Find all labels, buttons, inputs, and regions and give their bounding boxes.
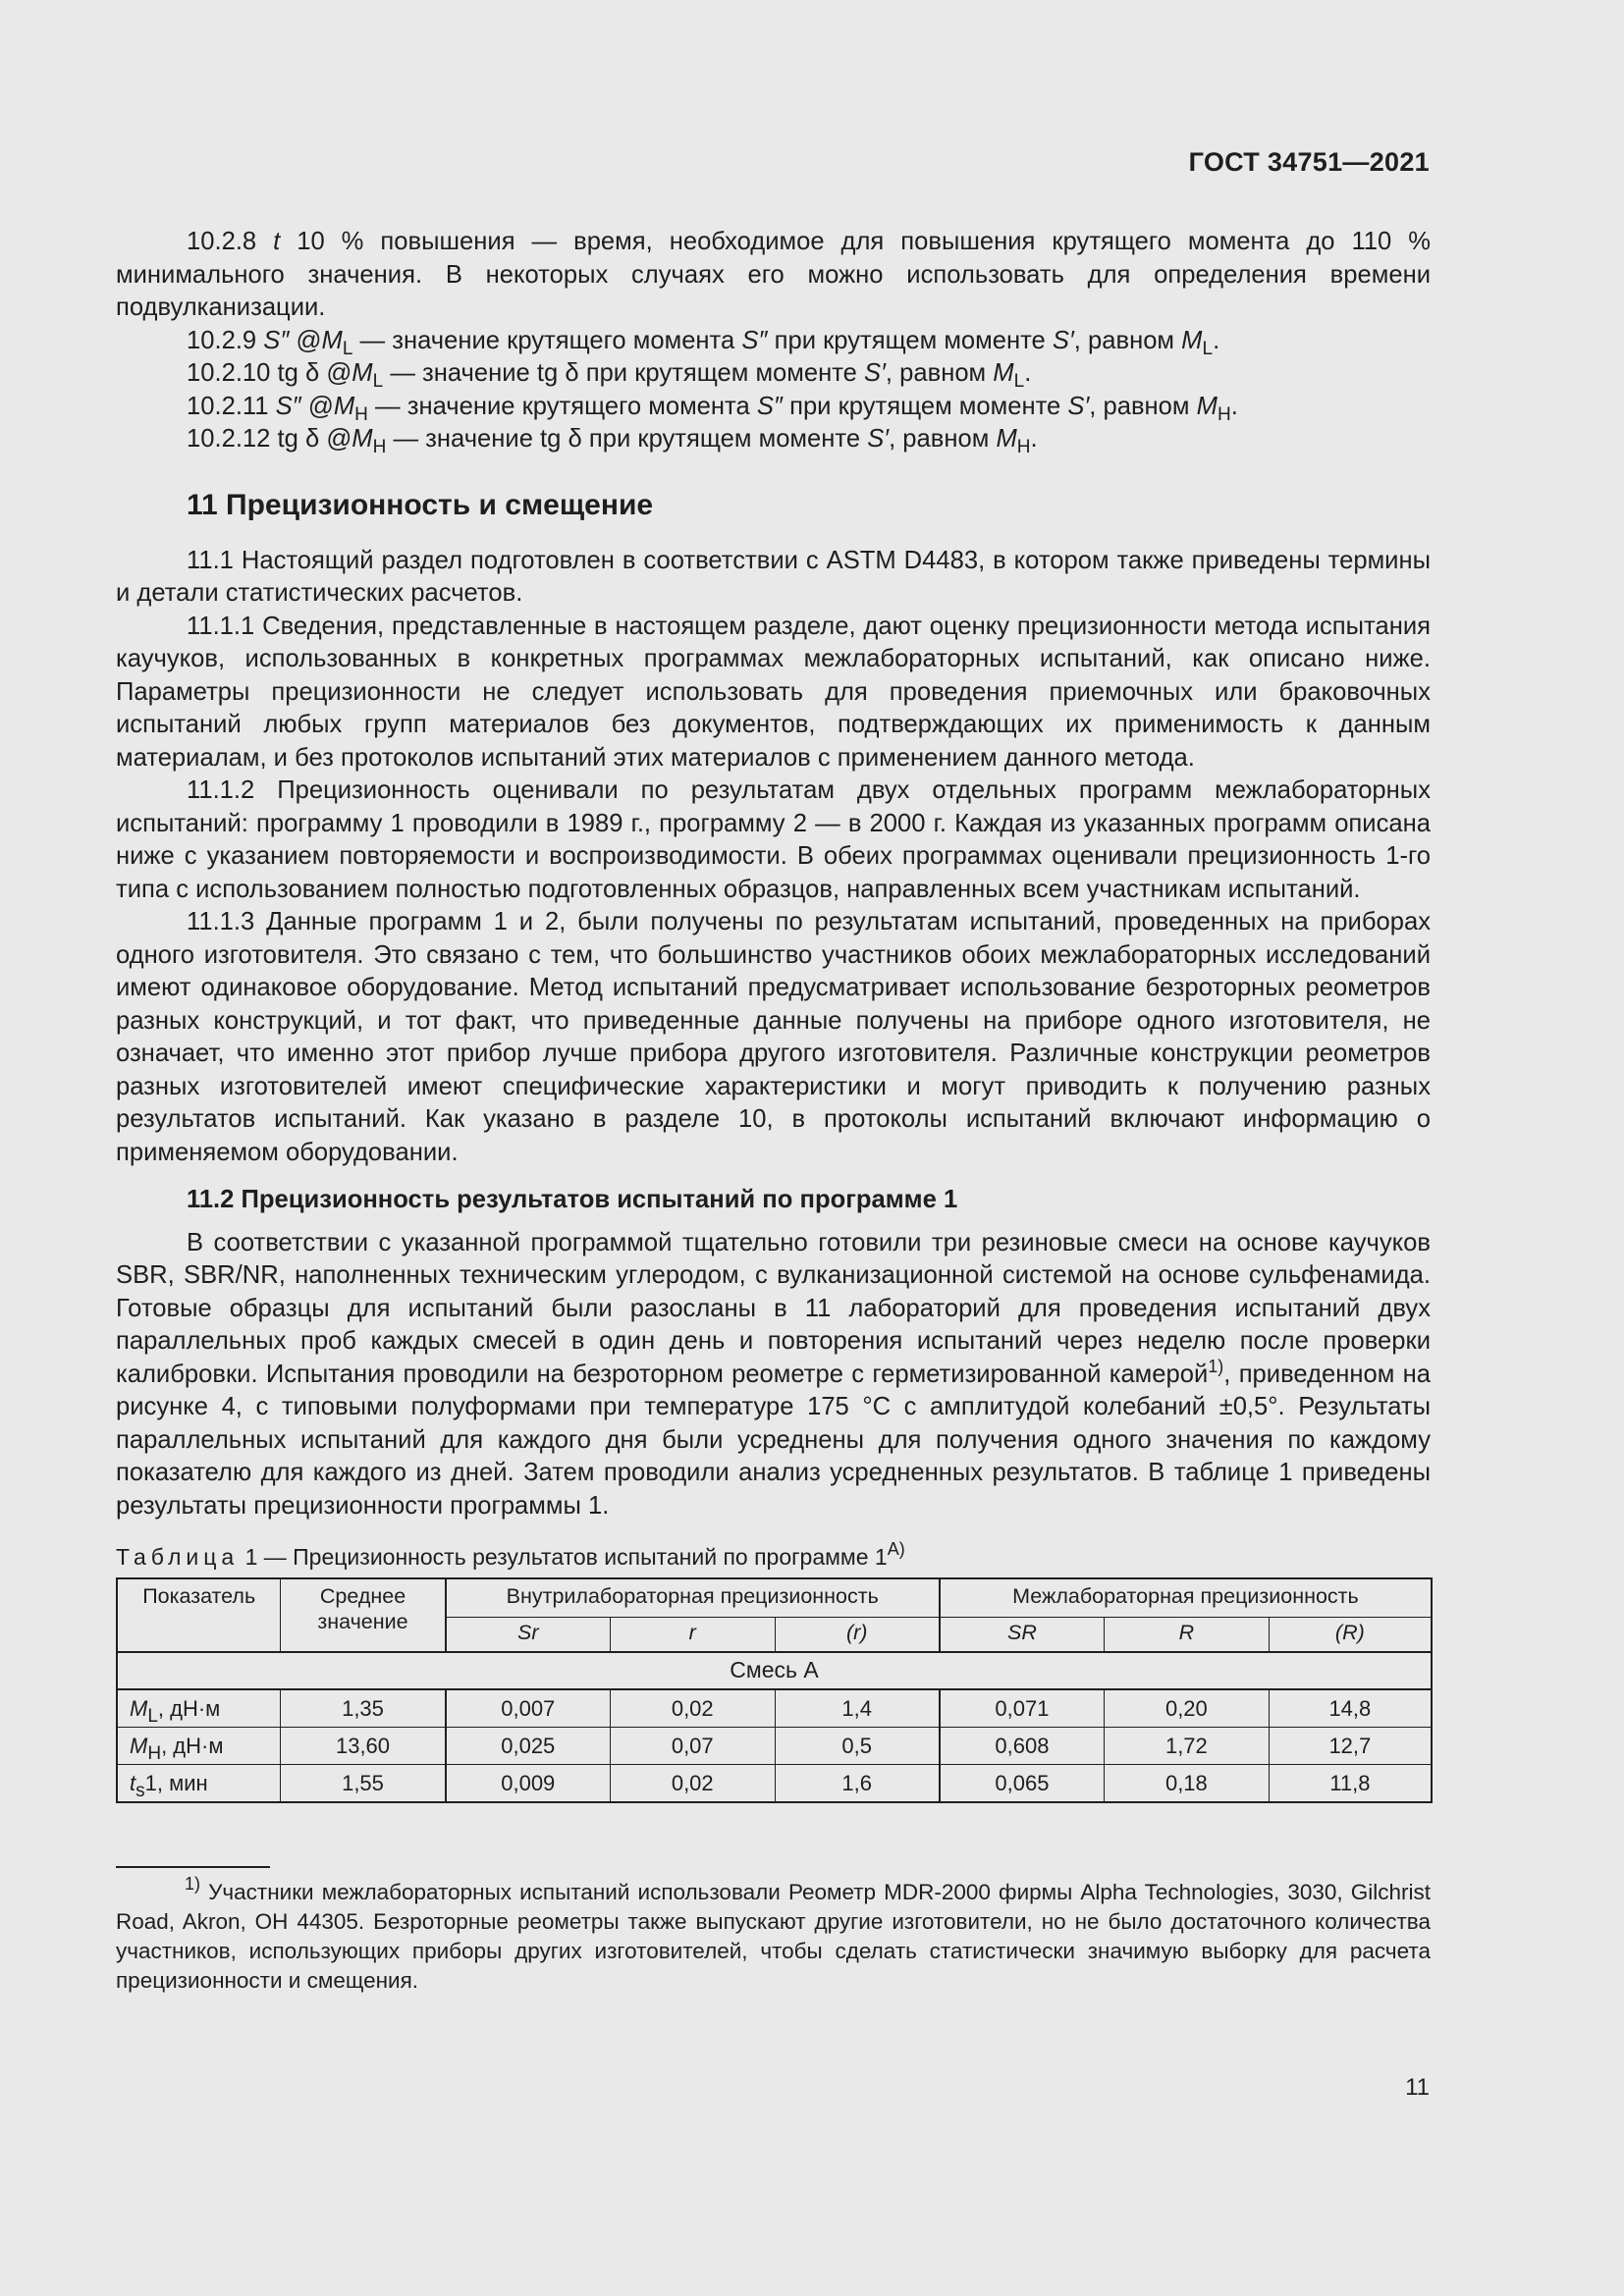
cell-r: 0,02 <box>610 1689 775 1728</box>
group-label: Смесь А <box>117 1652 1432 1689</box>
cell-r: 0,02 <box>610 1765 775 1803</box>
row-label: $M_L$, дН·м <box>117 1689 281 1728</box>
footnote: $^{1)}$ Участники межлабораторных испытаний использовали Реометр MDR-2000 фирмы Alpha Technologies, 3030, Gilchrist Road, Akron, OH 44305. Безроторные реометры также выпускают другие изготовители, но не было достаточного количества участников, использующих приборы других изготовителей, чтобы сделать статистически значимую выборку для расчета прецизионности и смещения. <box>116 1874 1431 1993</box>
cell-mean: 1,55 <box>281 1765 446 1803</box>
cell-SR: 0,065 <box>940 1765 1105 1803</box>
cell-r-pct: 0,5 <box>775 1728 940 1765</box>
cell-R-pct: 14,8 <box>1269 1689 1432 1728</box>
subsection-heading-11-2: 11.2 Прецизионность результатов испытаний по программе 1 <box>187 1186 958 1213</box>
table-header-row <box>117 1578 1432 1618</box>
col-header-indicator: Показатель <box>117 1578 281 1652</box>
paragraph-10-2-10: 10.2.10 tg δ $@M_L$ — значение tg δ при крутящем моменте S′, равном $M_L$. <box>187 359 1032 392</box>
cell-SR: 0,608 <box>940 1728 1105 1765</box>
paragraph-11-1-2: 11.1.2 Прецизионность оценивали по результатам двух отдельных программ межлабораторных испытаний: программу 1 проводили в 1989 г., программу 2 — в 2000 г. Каждая из указанных программ описана ниже с указанием повторяемости и воспроизводимости. В обеих программах оценивали прецизионность 1-го типа с использованием полностью подготовленных образцов, направленных всем участникам испытаний. <box>116 776 1431 903</box>
subheader-Sr: Sr <box>446 1618 611 1653</box>
paragraph-11-1-1: 11.1.1 Сведения, представленные в настоящем разделе, дают оценку прецизионности метода испытания каучуков, использованных в конкретных программах межлабораторных испытаний, как описано ниже. Параметры прецизионности не следует использовать для проведения приемочных или браковочных испытаний любых групп материалов без документов, подтверждающих их применимость к данным материалам, и без протоколов испытаний этих материалов с применением данного метода. <box>116 612 1431 772</box>
cell-R: 1,72 <box>1105 1728 1270 1765</box>
cell-r: 0,07 <box>610 1728 775 1765</box>
paragraph-10-2-9: 10.2.9 S″ $@M_L$ — значение крутящего момента S″ при крутящем моменте S′, равном $M_L$. <box>187 326 1220 359</box>
row-label: $t_s1$, мин <box>117 1765 281 1803</box>
paragraph-11-2: В соответствии с указанной программой тщательно готовили три резиновые смеси на основе каучуков SBR, SBR/NR, наполненных техническим углеродом, с вулканизационной системой на основе сульфенамида. Готовые образцы для испытаний были разосланы в 11 лабораторий для проведения испытаний двух параллельных проб каждых смесей в один день и повторения испытаний через неделю после проверки калибровки. Испытания проводили на безроторном реометре с герметизированной камерой$^{1)}$, приведенном на рисунке 4, с типовыми полуформами при температуре 175 °С с амплитудой колебаний ±0,5°. Результаты параллельных испытаний для каждого дня были усреднены для получения одного значения по каждому показателю для каждого из дней. Затем проводили анализ усредненных результатов. В таблице 1 приведены результаты прецизионности программы 1. <box>116 1228 1431 1520</box>
document-id-header: ГОСТ 34751—2021 <box>1188 147 1430 177</box>
row-label: $M_H$, дН·м <box>117 1728 281 1765</box>
paragraph-11-1: 11.1 Настоящий раздел подготовлен в соответствии с ASTM D4483, в котором также приведены термины и детали статистических расчетов. <box>116 546 1431 607</box>
cell-r-pct: 1,6 <box>775 1765 940 1803</box>
paragraph-10-2-8: 10.2.8 t 10 % повышения — время, необходимое для повышения крутящего момента до 110 % минимального значения. В некоторых случаях его можно использовать для определения времени подвулканизации. <box>116 228 1431 321</box>
cell-R: 0,18 <box>1105 1765 1270 1803</box>
cell-mean: 1,35 <box>281 1689 446 1728</box>
subheader-R: R <box>1105 1618 1270 1653</box>
subheader-r: r <box>610 1618 775 1653</box>
cell-Sr: 0,007 <box>446 1689 611 1728</box>
page-number: 11 <box>1405 2074 1430 2101</box>
precision-table <box>116 1577 1433 1803</box>
cell-Sr: 0,009 <box>446 1765 611 1803</box>
cell-Sr: 0,025 <box>446 1728 611 1765</box>
cell-R-pct: 11,8 <box>1269 1765 1432 1803</box>
table-row <box>117 1728 1432 1765</box>
paragraph-11-1-3: 11.1.3 Данные программ 1 и 2, были получены по результатам испытаний, проведенных на приборах одного изготовителя. Это связано с тем, что большинство участников обоих межлабораторных исследований имеют одинаковое оборудование. Метод испытаний предусматривает использование безроторных реометров разных конструкций, и тот факт, что приведенные данные получены на приборе одного изготовителя, не означает, что именно этот прибор лучше прибора другого изготовителя. Различные конструкции реометров разных изготовителей имеют специфические характеристики и могут приводить к получению разных результатов испытаний. Как указано в разделе 10, в протоколы испытаний включают информацию о применяемом оборудовании. <box>116 908 1431 1166</box>
cell-SR: 0,071 <box>940 1689 1105 1728</box>
table-group-row <box>117 1652 1432 1689</box>
cell-R-pct: 12,7 <box>1269 1728 1432 1765</box>
col-header-mean: Среднее значение <box>281 1578 446 1652</box>
col-header-interlab: Межлабораторная прецизионность <box>940 1578 1432 1618</box>
table-row <box>117 1765 1432 1803</box>
paragraph-10-2-11: 10.2.11 S″ $@M_H$ — значение крутящего момента S″ при крутящем моменте S′, равном $M_H$. <box>187 392 1238 425</box>
subheader-SR: SR <box>940 1618 1105 1653</box>
cell-r-pct: 1,4 <box>775 1689 940 1728</box>
table-row <box>117 1689 1432 1728</box>
cell-mean: 13,60 <box>281 1728 446 1765</box>
page-content <box>116 226 1431 2018</box>
col-header-intralab: Внутрилабораторная прецизионность <box>446 1578 940 1618</box>
subheader-r-pct: (r) <box>775 1618 940 1653</box>
section-heading-11: 11 Прецизионность и смещение <box>187 488 654 521</box>
footnote-separator <box>116 1866 270 1868</box>
table-caption: Таблица 1 — Прецизионность результатов испытаний по программе $1^{A)}$ <box>116 1539 905 1570</box>
paragraph-10-2-12: 10.2.12 tg δ $@M_H$ — значение tg δ при крутящем моменте S′, равном $M_H$. <box>187 425 1038 457</box>
cell-R: 0,20 <box>1105 1689 1270 1728</box>
subheader-R-pct: (R) <box>1269 1618 1432 1653</box>
